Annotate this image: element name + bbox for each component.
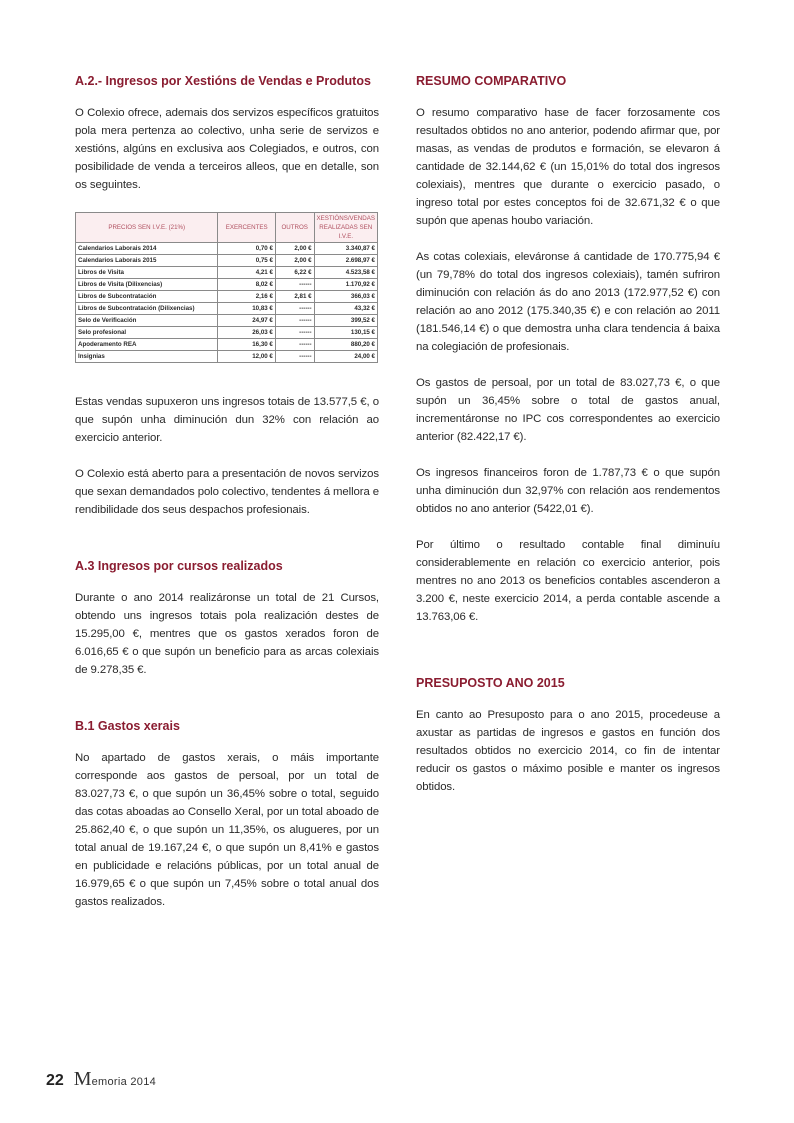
right-column	[416, 72, 720, 814]
paragraph: O resumo comparativo hase de facer forzosamente cos resultados obtidos no ano anterior, podendo afirmar que, por masas, as vendas de produtos e formación, se elevaron á cantidade de 32.144,62 € (un 15,01% do total dos ingresos colexiais), mentres que durante o exercicio pasado, o ingreso total por estes conceptos foi de 32.671,32 € o que supón que apenas houbo variación.	[416, 107, 720, 227]
section-heading-b1: B.1 Gastos xerais	[75, 719, 180, 733]
cell-outros: 2,00 €	[275, 255, 314, 267]
column-header: OUTROS	[275, 213, 314, 243]
paragraph: Estas vendas supuxeron uns ingresos totais de 13.577,5 €, o que supón unha diminución dun 32% con relación ao exercicio anterior.	[75, 396, 379, 444]
cell-exercentes: 0,75 €	[218, 255, 275, 267]
table-row	[76, 267, 378, 279]
table-row	[76, 315, 378, 327]
paragraph: Os ingresos financeiros foron de 1.787,73 € o que supón unha diminución dun 32,97% con relación aos rendementos obtidos no ano anterior (5422,01 €).	[416, 467, 720, 515]
table-row	[76, 243, 378, 255]
column-header: PRECIOS SEN I.V.E. (21%)	[76, 213, 218, 243]
cell-exercentes: 24,97 €	[218, 315, 275, 327]
table-row	[76, 339, 378, 351]
cell-total: 3.340,87 €	[314, 243, 377, 255]
cell-outros: ------	[275, 339, 314, 351]
table-row	[76, 279, 378, 291]
cell-total: 2.698,97 €	[314, 255, 377, 267]
page-number: 22	[46, 1072, 64, 1089]
paragraph: Durante o ano 2014 realizáronse un total de 21 Cursos, obtendo uns ingresos totais pola realización destes de 15.295,00 €, mentres que os gastos xerados foron de 6.016,65 € o que supón un beneficio para as arcas colexiais de 9.278,35 €.	[75, 592, 379, 676]
cell-outros: ------	[275, 279, 314, 291]
cell-item: Apoderamento REA	[76, 339, 218, 351]
table-body	[76, 243, 378, 363]
section-heading-resumo: RESUMO COMPARATIVO	[416, 74, 567, 88]
cell-outros: ------	[275, 303, 314, 315]
cell-total: 399,52 €	[314, 315, 377, 327]
cell-exercentes: 4,21 €	[218, 267, 275, 279]
cell-item: Insignias	[76, 351, 218, 363]
cell-outros: ------	[275, 351, 314, 363]
paragraph: Por último o resultado contable final diminuíu considerablemente en relación co exercicio anterior, pois mentres no ano 2013 os beneficios contables ascenderon a 3.200 €, neste exercicio 2014, a perda contable ascende a 13.763,06 €.	[416, 539, 720, 623]
footer-title-initial: M	[73, 1068, 92, 1090]
paragraph: No apartado de gastos xerais, o máis importante corresponde aos gastos de persoal, por un total de 83.027,73 €, o que supón un 36,45% sobre o total, seguido das cotas aboadas ao Consello Xeral, por un total aboado de 25.862,40 €, o que supón un 11,35%, os alugueres, por un total anual de 19.167,24 €, o que supón un 8,41% e gastos en publicidade e relacións públicas, por un total anual de 16.979,65 € o que supón un 7,45% sobre o total anual dos gastos realizados.	[75, 752, 379, 908]
cell-total: 366,03 €	[314, 291, 377, 303]
cell-exercentes: 0,70 €	[218, 243, 275, 255]
cell-outros: 2,81 €	[275, 291, 314, 303]
table-row	[76, 291, 378, 303]
cell-exercentes: 26,03 €	[218, 327, 275, 339]
cell-outros: 6,22 €	[275, 267, 314, 279]
cell-item: Libros de Subcontratación (Dilixencias)	[76, 303, 218, 315]
section-heading-a2: A.2.- Ingresos por Xestións de Vendas e Produtos	[75, 74, 371, 88]
table-row	[76, 351, 378, 363]
cell-total: 130,15 €	[314, 327, 377, 339]
section-heading-presuposto: PRESUPOSTO ANO 2015	[416, 676, 565, 690]
section-heading-a3: A.3 Ingresos por cursos realizados	[75, 559, 283, 573]
cell-total: 1.170,92 €	[314, 279, 377, 291]
cell-total: 4.523,58 €	[314, 267, 377, 279]
prices-table	[75, 212, 378, 363]
cell-item: Calendarios Laborais 2014	[76, 243, 218, 255]
cell-outros: 2,00 €	[275, 243, 314, 255]
cell-item: Libros de Visita	[76, 267, 218, 279]
cell-item: Libros de Subcontratación	[76, 291, 218, 303]
cell-item: Selo profesional	[76, 327, 218, 339]
table-row	[76, 327, 378, 339]
table-header-row	[76, 213, 378, 243]
cell-item: Calendarios Laborais 2015	[76, 255, 218, 267]
cell-outros: ------	[275, 327, 314, 339]
cell-total: 24,00 €	[314, 351, 377, 363]
cell-exercentes: 8,02 €	[218, 279, 275, 291]
paragraph: O Colexio ofrece, ademais dos servizos específicos gratuitos pola mera pertenza ao colectivo, unha serie de servizos e xestións, algúns en exclusiva aos Colegiados, e outros, con posibilidade de venda a terceiros alleos, que en detalle, son os seguintes.	[75, 107, 379, 191]
page-footer	[46, 1068, 156, 1091]
cell-exercentes: 10,83 €	[218, 303, 275, 315]
cell-item: Selo de Verificación	[76, 315, 218, 327]
cell-total: 880,20 €	[314, 339, 377, 351]
paragraph: As cotas colexiais, eleváronse á cantidade de 170.775,94 € (un 79,78% do total dos ingresos colexiais), tamén sufriron diminución con relación ás do ano 2013 (172.977,52 €) con relación ao ano 2012 (175.340,35 €) e con relación ao 2011 (181.546,14 €) o que demostra unha clara tendencia á baixa na colegiación de profesionais.	[416, 251, 720, 353]
cell-outros: ------	[275, 315, 314, 327]
paragraph: En canto ao Presuposto para o ano 2015, procedeuse a axustar as partidas de ingresos e gastos en función dos resultados obtidos no exercicio 2014, co fin de intentar reducir os gastos o máximo posible e manter os ingresos obtidos.	[416, 709, 720, 793]
table-row	[76, 255, 378, 267]
cell-exercentes: 16,30 €	[218, 339, 275, 351]
cell-item: Libros de Visita (Dilixencias)	[76, 279, 218, 291]
cell-exercentes: 12,00 €	[218, 351, 275, 363]
column-header: EXERCENTES	[218, 213, 275, 243]
left-column	[75, 72, 379, 929]
paragraph: Os gastos de persoal, por un total de 83.027,73 €, o que supón un 36,45% sobre o total de gastos anual, incrementáronse no IPC cos correspondentes ao exercicio anterior (82.422,17 €).	[416, 377, 720, 443]
cell-exercentes: 2,16 €	[218, 291, 275, 303]
paragraph: O Colexio está aberto para a presentación de novos servizos que sexan demandados polo colectivo, tendentes á mellora e rendibilidade dos seus despachos profesionais.	[75, 468, 379, 516]
table-row	[76, 303, 378, 315]
footer-title: emoria 2014	[91, 1076, 157, 1088]
cell-total: 43,32 €	[314, 303, 377, 315]
column-header: XESTIÓNS/VENDAS REALIZADAS SEN I.V.E.	[314, 213, 377, 243]
